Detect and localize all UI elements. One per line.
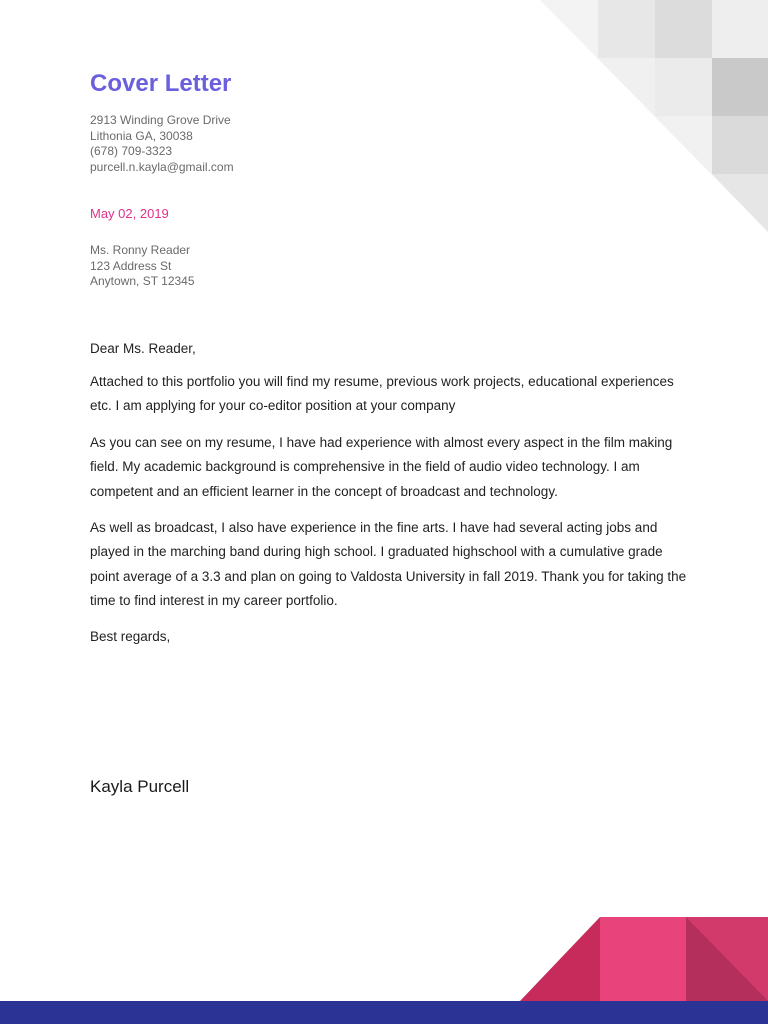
footer-bar <box>0 1001 768 1024</box>
gray-tile <box>712 58 768 116</box>
gray-tile <box>655 0 712 58</box>
recipient-name: Ms. Ronny Reader <box>90 243 191 257</box>
recipient-address-block <box>90 243 195 290</box>
recipient-street: 123 Address St <box>90 258 172 273</box>
pink-shape <box>600 917 686 1001</box>
gray-tile <box>712 0 768 58</box>
letter-paragraph: As you can see on my resume, I have had experience with almost every aspect in the film making field. My academic background is comprehensive in the field of audio video technology. I am competent and an efficient learner in the concept of broadcast and technology. <box>90 435 673 499</box>
gray-tile <box>712 116 768 174</box>
pink-shape <box>520 917 600 1001</box>
sender-phone: (678) 709-3323 <box>90 144 173 158</box>
letter-greeting: Dear Ms. Reader, <box>90 341 196 356</box>
sender-street: 2913 Winding Grove Drive <box>90 113 231 127</box>
sender-city-state-zip: Lithonia GA, 30038 <box>90 128 193 143</box>
top-right-gray-tiles <box>540 0 768 232</box>
letter-paragraph: As well as broadcast, I also have experience in the fine arts. I have had several acting jobs and played in the marching band during high school. I graduated highschool with a cumulative grade point average of a 3.3 and plan on going to Valdosta University in fall 2019. Thank you for taking the time to find interest in my career portfolio. <box>90 520 687 608</box>
signature-name: Kayla Purcell <box>90 777 190 796</box>
gray-tile <box>598 0 655 58</box>
gray-tile <box>655 58 712 116</box>
recipient-city-state-zip: Anytown, ST 12345 <box>90 274 195 288</box>
letter-paragraph: Attached to this portfolio you will find my resume, previous work projects, educational experiences etc. I am applying for your co-editor position at your company <box>90 374 674 414</box>
letter-date: May 02, 2019 <box>90 206 169 221</box>
letter-title: Cover Letter <box>90 70 232 97</box>
sender-address-block <box>90 113 234 175</box>
bottom-right-pink-shapes <box>520 917 768 1001</box>
letter-closing: Best regards, <box>90 629 171 644</box>
sender-email: purcell.n.kayla@gmail.com <box>90 159 234 174</box>
